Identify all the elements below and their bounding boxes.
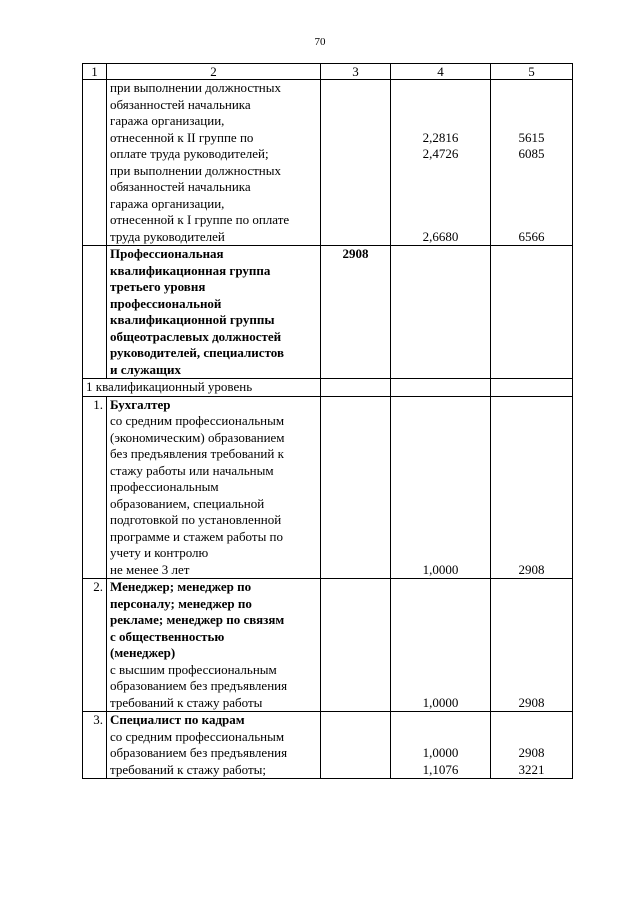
position-title: Менеджер; менеджер по [110,579,252,594]
table-row [83,579,573,712]
header-col-4: 4 [391,64,491,80]
salary-cell [491,712,573,779]
salary-value: 6085 [518,146,545,161]
salary-cell [491,246,573,379]
position-title: (менеджер) [110,645,176,660]
desc-line: гаража организации, [110,113,225,128]
group-title-line: профессиональной [110,295,222,311]
position-title: с общественностью [110,628,225,644]
coefficient-cell [391,246,491,379]
header-col-5: 5 [491,64,573,80]
group-title-line: квалификационной группы [110,312,275,327]
desc-line: гаража организации, [110,195,225,211]
desc-line: стажу работы или начальным [110,462,274,478]
desc-line: (экономическим) образованием [110,429,285,445]
table-row-level [83,379,573,397]
group-title-cell [107,246,321,379]
coefficient-cell [391,379,491,397]
table-header-row [83,64,573,80]
salary-cell [491,396,573,579]
coefficient-value: 1,0000 [422,694,459,710]
header-col-3: 3 [321,64,391,80]
desc-line: с высшим профессиональным [110,661,277,677]
coefficient-cell [391,712,491,779]
position-description-cell [107,396,321,579]
base-salary-cell [321,379,391,397]
desc-line: отнесенной к II группе по [110,129,254,145]
salary-value: 6566 [518,228,545,244]
desc-line: оплате труда руководителей; [110,146,269,161]
group-title-line: квалификационная группа [110,262,271,278]
salary-cell [491,80,573,246]
position-title: Бухгалтер [110,396,171,412]
table-row [83,396,573,579]
coefficient-cell [391,579,491,712]
coefficient-value: 2,6680 [422,228,459,244]
group-title-line: третьего уровня [110,279,206,294]
salary-cell [491,579,573,712]
coefficient-value: 1,0000 [422,745,459,760]
coefficient-cell [391,396,491,579]
coefficient-value: 2,4726 [422,146,459,161]
desc-line: учету и контролю [110,545,209,560]
desc-line: при выполнении должностных [110,80,281,95]
desc-line: требований к стажу работы [110,694,263,710]
coefficient-cell [391,80,491,246]
salary-value: 2908 [518,745,545,760]
table-row [83,712,573,779]
salary-value: 3221 [518,761,545,777]
row-number-cell [83,246,107,379]
base-salary-cell [321,579,391,712]
group-title-line: Профессиональная [110,246,224,261]
item-number: 3. [83,712,107,779]
salary-value: 2908 [518,561,545,577]
position-title: персоналу; менеджер по [110,595,252,611]
base-salary-value: 2908 [321,246,391,379]
coefficient-value: 2,2816 [422,129,459,145]
position-title: Специалист по кадрам [110,712,245,727]
base-salary-cell [321,712,391,779]
header-col-1: 1 [83,64,107,80]
base-salary-cell [321,80,391,246]
position-description-cell [107,579,321,712]
desc-line: обязанностей начальника [110,96,251,112]
desc-line: образованием без предъявления [110,745,288,760]
desc-line: программе и стажем работы по [110,528,284,544]
desc-line: без предъявления требований к [110,446,284,461]
desc-line: профессиональным [110,479,219,494]
group-title-line: руководителей, специалистов [110,345,284,360]
item-number: 1. [83,396,107,579]
item-number: 2. [83,579,107,712]
desc-line: со средним профессиональным [110,728,285,744]
base-salary-cell [321,396,391,579]
desc-line: требований к стажу работы; [110,761,266,777]
table-row-group [83,246,573,379]
desc-line: отнесенной к I группе по оплате [110,212,290,227]
position-title: рекламе; менеджер по связям [110,612,285,627]
table-row [83,80,573,246]
desc-line: обязанностей начальника [110,179,251,194]
desc-line: подготовкой по установленной [110,512,282,527]
header-col-2: 2 [107,64,321,80]
salary-cell [491,379,573,397]
desc-line: образованием, специальной [110,495,265,511]
desc-line: не менее 3 лет [110,561,190,577]
position-description-cell [107,712,321,779]
salary-table [82,63,573,779]
group-title-line: и служащих [110,361,182,377]
desc-line: образованием без предъявления [110,678,288,693]
group-title-line: общеотраслевых должностей [110,328,282,344]
row-number-cell [83,80,107,246]
desc-line: труда руководителей [110,228,225,244]
coefficient-value: 1,1076 [422,761,459,777]
desc-line: со средним профессиональным [110,413,285,428]
qualification-level-label: 1 квалификационный уровень [83,379,321,397]
salary-value: 2908 [518,694,545,710]
page-number: 70 [314,36,326,48]
salary-value: 5615 [518,129,545,145]
position-description-cell [107,80,321,246]
coefficient-value: 1,0000 [422,561,459,577]
desc-line: при выполнении должностных [110,162,281,178]
